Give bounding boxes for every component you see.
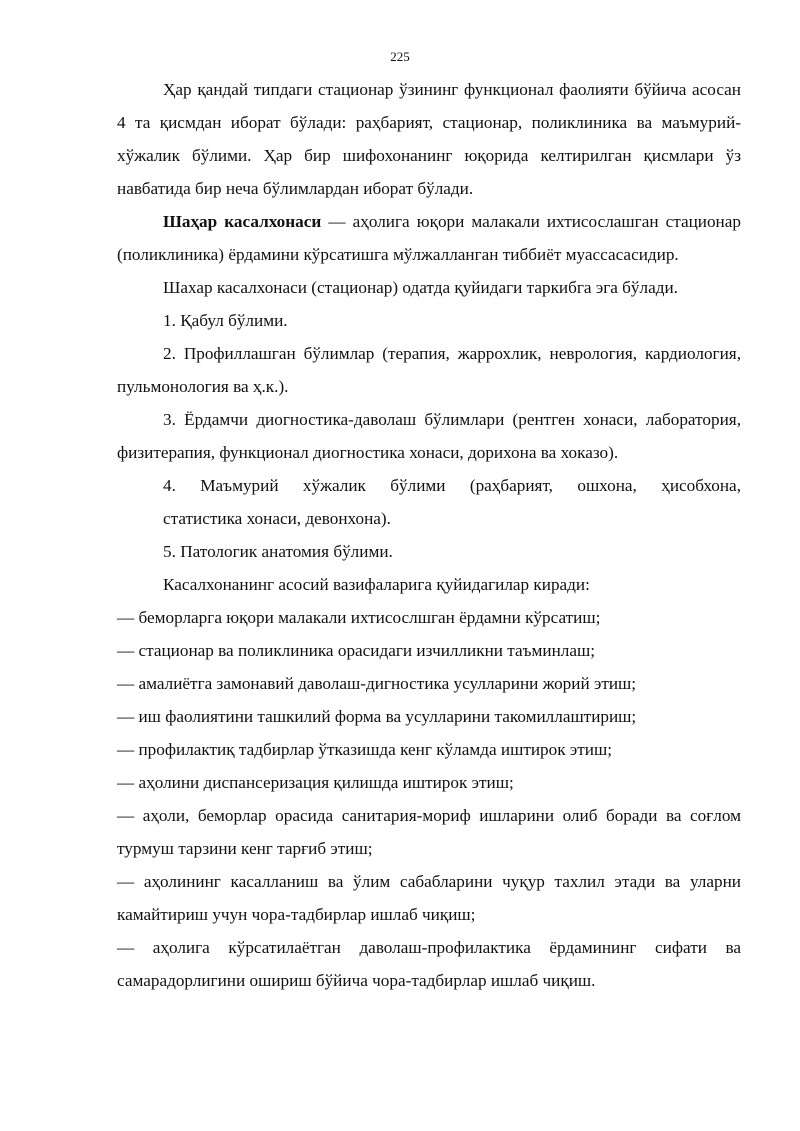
task-item: — аҳолини диспансеризация қилишда иштирок этиш;: [117, 773, 514, 792]
task-item: — аҳолининг касалланиш ва ўлим сабабларини чуқур тахлил этади ва уларни камайтириш учун чора-тадбирлар ишлаб чиқиш;: [117, 872, 741, 924]
paragraph-composition: Шахар касалхонаси (стационар) одатда қуйидаги таркибга эга бўлади.: [163, 278, 678, 297]
task-item: — аҳолига кўрсатилаётган даволаш-профилактика ёрдамининг сифати ва самарадорлигини ошириш бўйича чора-тадбирлар ишлаб чиқиш.: [117, 938, 741, 990]
paragraph-hospital-structure: Ҳар қандай типдаги стационар ўзининг функционал фаолияти бўйича асосан 4 та қисмдан иборат бўлади: раҳбарият, стационар, поликлиника ва маъмурий-хўжалик бўлими. Ҳар бир шифохонанинг юқорида келтирилган қисмлари ўз навбатида бир неча бўлимлардан иборат бўлади.: [117, 80, 741, 198]
task-item: — амалиётга замонавий даволаш-дигностика усулларини жорий этиш;: [117, 674, 637, 693]
task-item: — профилактиқ тадбирлар ўтказишда кенг кўламда иштирок этиш;: [117, 740, 612, 759]
list-item-3: 3. Ёрдамчи диогностика-даволаш бўлимлари (рентген хонаси, лаборатория, физитерапия, функционал диогностика хонаси, дорихона ва хоказо).: [117, 410, 741, 462]
task-item: — иш фаолиятини ташкилий форма ва усулларини такомиллаштириш;: [117, 707, 637, 726]
definition-text: — аҳолига юқори малакали ихтисослашган стационар (поликлиника) ёрдамини кўрсатишга мўлжалланган тиббиёт муассасасидир.: [117, 212, 741, 264]
list-item-4-line-2: статистика хонаси, девонхона).: [163, 509, 391, 528]
task-item: — беморларга юқори малакали ихтисослшган ёрдамни кўрсатиш;: [117, 608, 601, 627]
paragraph-tasks-intro: Касалхонанинг асосий вазифаларига қуйидагилар киради:: [163, 575, 590, 594]
document-body: [117, 73, 741, 997]
paragraph-city-hospital-definition: [117, 205, 741, 271]
task-item: — стационар ва поликлиника орасидаги изчилликни таъминлаш;: [117, 641, 596, 660]
term-city-hospital: Шаҳар касалхонаси: [163, 212, 322, 231]
list-item-5: 5. Патологик анатомия бўлими.: [163, 542, 393, 561]
task-item: — аҳоли, беморлар орасида санитария-мориф ишларини олиб боради ва соғлом турмуш тарзини кенг тарғиб этиш;: [117, 806, 741, 858]
list-item-1: 1. Қабул бўлими.: [163, 311, 288, 330]
page-number: 225: [390, 49, 410, 64]
list-item-4-line-1: 4. Маъмурий хўжалик бўлими (раҳбарият, ошхона, ҳисобхона,: [163, 476, 741, 495]
list-item-2: 2. Профиллашган бўлимлар (терапия, жаррохлик, неврология, кардиология, пульмонология ва ҳ.к.).: [117, 344, 741, 396]
